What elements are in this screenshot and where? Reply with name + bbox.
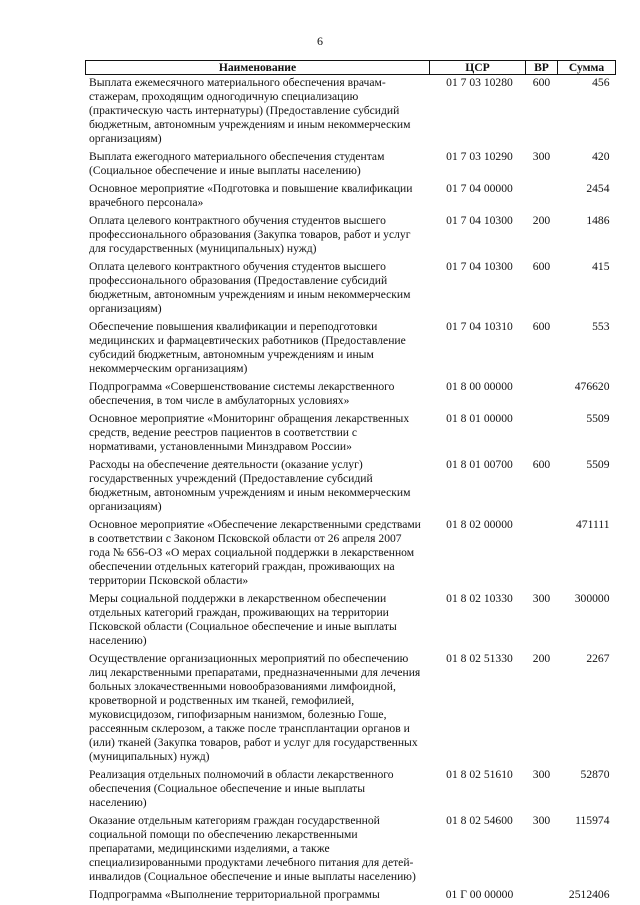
row-name: Основное мероприятие «Мониторинг обращения лекарственных средств, ведение реестров пациентов в соответствии с нормативами, установленными Минздравом России» <box>89 412 410 453</box>
table-row <box>86 457 616 517</box>
row-name: Оплата целевого контрактного обучения студентов высшего профессионального образования (Закупка товаров, работ и услуг для государственных (муниципальных) нужд) <box>89 214 411 255</box>
row-csr: 01 7 03 10280 <box>446 76 513 89</box>
row-sum: 52870 <box>580 768 610 781</box>
row-name: Меры социальной поддержки в лекарственном обеспечении отдельных категорий граждан, проживающих на территории Псковской области (Социальное обеспечение и иные выплаты населению) <box>89 592 397 647</box>
row-sum: 420 <box>592 150 610 163</box>
row-vr: 300 <box>532 768 551 781</box>
row-csr: 01 7 04 00000 <box>446 182 513 195</box>
table-row <box>86 887 616 905</box>
row-name: Подпрограмма «Совершенствование системы лекарственного обеспечения, в том числе в амбулаторных условиях» <box>89 380 395 407</box>
row-csr: 01 7 04 10300 <box>446 260 513 273</box>
row-vr <box>526 379 558 411</box>
row-csr: 01 7 04 10300 <box>446 214 513 227</box>
row-vr <box>526 887 558 905</box>
row-name: Обеспечение повышения квалификации и переподготовки медицинских и фармацевтических работников (Предоставление субсидий бюджетным, автономным учреждениям и иным некоммерческим организациям) <box>89 320 406 375</box>
row-name: Оплата целевого контрактного обучения студентов высшего профессионального образования (Предоставление субсидий бюджетным, автономным учреждениям и иным некоммерческим организациям) <box>89 260 411 315</box>
row-name: Осуществление организационных мероприятий по обеспечению лиц лекарственными препаратами, предназначенными для лечения больных злокачественными новообразованиями лимфоидной, кроветворной и родственных им тканей, гемофилией, муковисцидозом, гипофизарным нанизмом, болезнью Гоше, рассеянным склерозом, а также после трансплантации органов и (или) тканей (Закупка товаров, работ и услуг для государственных (муниципальных) нужд) <box>89 652 421 763</box>
row-name: Основное мероприятие «Обеспечение лекарственными средствами в соответствии с Законом Псковской области от 26 апреля 2007 года № 656-ОЗ «О мерах социальной поддержки в лекарственном обеспечении отдельных категорий граждан, проживающих на территории Псковской области» <box>89 518 421 587</box>
row-vr: 600 <box>532 320 551 333</box>
table-row <box>86 259 616 319</box>
row-sum: 476620 <box>574 380 610 393</box>
row-vr <box>526 411 558 457</box>
table-row <box>86 319 616 379</box>
row-csr: 01 7 04 10310 <box>446 320 513 333</box>
table-body <box>86 75 616 905</box>
row-csr: 01 8 02 51330 <box>446 652 513 665</box>
row-sum: 300000 <box>574 592 610 605</box>
row-name: Основное мероприятие «Подготовка и повышение квалификации врачебного персонала» <box>89 182 413 209</box>
table-row <box>86 379 616 411</box>
row-csr: 01 8 01 00700 <box>446 458 513 471</box>
table-row <box>86 813 616 887</box>
table-row <box>86 181 616 213</box>
table-row <box>86 517 616 591</box>
table-row <box>86 591 616 651</box>
row-vr: 600 <box>532 458 551 471</box>
row-sum: 471111 <box>576 518 610 531</box>
table-row <box>86 213 616 259</box>
row-name: Реализация отдельных полномочий в области лекарственного обеспечения (Социальное обеспечение и иные выплаты населению) <box>89 768 394 809</box>
row-csr: 01 8 01 00000 <box>446 412 513 425</box>
row-csr: 01 8 02 00000 <box>446 518 513 531</box>
row-vr: 300 <box>532 150 551 163</box>
row-sum: 2267 <box>586 652 610 665</box>
row-csr: 01 8 02 51610 <box>446 768 513 781</box>
row-sum: 2512406 <box>568 888 610 901</box>
row-csr: 01 Г 00 00000 <box>445 888 514 901</box>
row-sum: 5509 <box>586 412 610 425</box>
row-vr <box>526 181 558 213</box>
row-name: Выплата ежегодного материального обеспечения студентам (Социальное обеспечение и иные выплаты населению) <box>89 150 385 177</box>
row-sum: 415 <box>592 260 610 273</box>
row-vr: 600 <box>532 260 551 273</box>
page-number: 6 <box>317 34 323 48</box>
row-sum: 2454 <box>586 182 610 195</box>
row-csr: 01 8 02 54600 <box>446 814 513 827</box>
table-row <box>86 149 616 181</box>
row-sum: 553 <box>592 320 610 333</box>
row-sum: 5509 <box>586 458 610 471</box>
row-vr: 300 <box>532 592 551 605</box>
header-name: Наименование <box>86 61 430 75</box>
header-sum: Сумма <box>558 61 616 75</box>
row-vr: 300 <box>532 814 551 827</box>
table-row <box>86 411 616 457</box>
row-sum: 456 <box>592 76 610 89</box>
row-vr <box>526 517 558 591</box>
row-csr: 01 8 00 00000 <box>446 380 513 393</box>
row-sum: 1486 <box>586 214 610 227</box>
header-vr: ВР <box>526 61 558 75</box>
table-header <box>86 61 616 75</box>
header-csr: ЦСР <box>430 61 526 75</box>
row-name: Расходы на обеспечение деятельности (оказание услуг) государственных учреждений (Предоставление субсидий бюджетным, автономным учреждениям и иным некоммерческим организациям) <box>89 458 411 513</box>
row-name: Оказание отдельным категориям граждан государственной социальной помощи по обеспечению лекарственными препаратами, медицинскими изделиями, а также специализированными продуктами лечебного питания для детей-инвалидов (Социальное обеспечение и иные выплаты населению) <box>89 814 416 883</box>
row-vr: 600 <box>532 76 551 89</box>
row-name: Выплата ежемесячного материального обеспечения врачам-стажерам, проходящим одногодичную специализацию (практическую часть интернатуры) (Предоставление субсидий бюджетным, автономным учреждениям и иным некоммерческим организациям) <box>89 76 411 145</box>
row-vr: 200 <box>532 214 551 227</box>
row-vr: 200 <box>532 652 551 665</box>
row-sum: 115974 <box>575 814 610 827</box>
row-csr: 01 8 02 10330 <box>446 592 513 605</box>
row-csr: 01 7 03 10290 <box>446 150 513 163</box>
row-name: Подпрограмма «Выполнение территориальной программы <box>89 888 380 901</box>
table-row <box>86 75 616 150</box>
budget-table <box>85 60 616 905</box>
table-row <box>86 767 616 813</box>
table-row <box>86 651 616 767</box>
